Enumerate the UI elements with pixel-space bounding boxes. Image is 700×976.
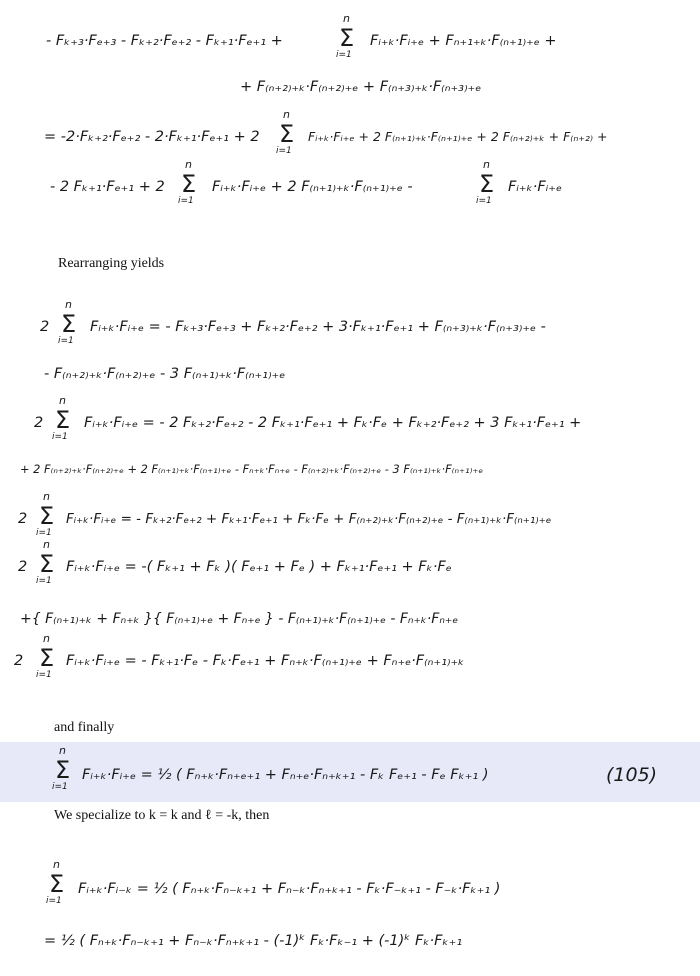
equation-line-11: +{ F₍ₙ₊₁₎₊ₖ + Fₙ₊ₖ }{ F₍ₙ₊₁₎₊ₑ + Fₙ₊ₑ } - F₍ₙ₊₁₎₊ₖ·F₍ₙ₊₁₎₊ₑ - Fₙ₊ₖ·Fₙ₊ₑ [20,611,459,627]
equation-number-105: (105) [606,764,658,786]
equation-line-2: + F₍ₙ₊₂₎₊ₖ·F₍ₙ₊₂₎₊ₑ + F₍ₙ₊₃₎₊ₖ·F₍ₙ₊₃₎₊ₑ [240,79,482,95]
equation-line-4c: Fᵢ₊ₖ·Fᵢ₊ₑ [508,179,562,195]
equation-line-5a: 2 [40,319,50,335]
equation-line-3a: = -2·Fₖ₊₂·Fₑ₊₂ - 2·Fₖ₊₁·Fₑ₊₁ + 2 [44,129,260,145]
equation-line-1b: Fᵢ₊ₖ·Fᵢ₊ₑ + Fₙ₊₁₊ₖ·F₍ₙ₊₁₎₊ₑ + [370,33,557,49]
equation-line-14: Fᵢ₊ₖ·Fᵢ₋ₖ = ½ ( Fₙ₊ₖ·Fₙ₋ₖ₊₁ + Fₙ₋ₖ·Fₙ₊ₖ₊₁ - Fₖ·F₋ₖ₊₁ - F₋ₖ·Fₖ₊₁ ) [78,881,501,897]
equation-line-9b: Fᵢ₊ₖ·Fᵢ₊ₑ = - Fₖ₊₂·Fₑ₊₂ + Fₖ₊₁·Fₑ₊₁ + Fₖ·Fₑ + F₍ₙ₊₂₎₊ₖ·F₍ₙ₊₂₎₊ₑ - F₍ₙ₊₁₎₊ₖ·F₍ₙ₊₁₎₊ₑ [66,511,552,527]
equation-line-9a: 2 [18,511,28,527]
document-page: - Fₖ₊₃·Fₑ₊₃ - Fₖ₊₂·Fₑ₊₂ - Fₖ₊₁·Fₑ₊₁ + n Σ i=1 Fᵢ₊ₖ·Fᵢ₊ₑ + Fₙ₊₁₊ₖ·F₍ₙ₊₁₎₊ₑ + + F₍ₙ₊₂₎₊ₖ·F₍ₙ₊₂₎₊ₑ + F₍ₙ₊₃₎₊ₖ·F₍ₙ₊₃₎₊ₑ = -2·Fₖ₊₂·Fₑ₊₂ - 2·Fₖ₊₁·Fₑ₊₁ + 2 n Σ i=1 Fᵢ₊ₖ·Fᵢ₊ₑ + 2 F₍ₙ₊₁₎₊ₖ·F₍ₙ₊₁₎₊ₑ + 2 F₍ₙ₊₂₎₊ₖ + F₍ₙ₊₂₎ + - 2 Fₖ₊₁·Fₑ₊₁ + 2 n Σ i=1 Fᵢ₊ₖ·Fᵢ₊ₑ + 2 F₍ₙ₊₁₎₊ₖ·F₍ₙ₊₁₎₊ₑ - n Σ i=1 Fᵢ₊ₖ·Fᵢ₊ₑ Rearranging yields 2 n Σ i=1 Fᵢ₊ₖ·Fᵢ₊ₑ = - Fₖ₊₃·Fₑ₊₃ + Fₖ₊₂·Fₑ₊₂ + 3·Fₖ₊₁·Fₑ₊₁ + F₍ₙ₊₃₎₊ₖ·F₍ₙ₊₃₎₊ₑ - - F₍ₙ₊₂₎₊ₖ·F₍ₙ₊₂₎₊ₑ - 3 F₍ₙ₊₁₎₊ₖ·F₍ₙ₊₁₎₊ₑ 2 n Σ i=1 Fᵢ₊ₖ·Fᵢ₊ₑ = - 2 Fₖ₊₂·Fₑ₊₂ - 2 Fₖ₊₁·Fₑ₊₁ + Fₖ·Fₑ + Fₖ₊₂·Fₑ₊₂ + 3 Fₖ₊₁·Fₑ₊₁ + + 2 F₍ₙ₊₂₎₊ₖ·F₍ₙ₊₂₎₊ₑ + 2 F₍ₙ₊₁₎₊ₖ·F₍ₙ₊₁₎₊ₑ - Fₙ₊ₖ·Fₙ₊ₑ - F₍ₙ₊₂₎₊ₖ·F₍ₙ₊₂₎₊ₑ - 3 F₍ₙ₊₁₎₊ₖ·F₍ₙ₊₁₎₊ₑ 2 n Σ i=1 Fᵢ₊ₖ·Fᵢ₊ₑ = - Fₖ₊₂·Fₑ₊₂ + Fₖ₊₁·Fₑ₊₁ + Fₖ·Fₑ + F₍ₙ₊₂₎₊ₖ·F₍ₙ₊₂₎₊ₑ - F₍ₙ₊₁₎₊ₖ·F₍ₙ₊₁₎₊ₑ 2 n Σ i=1 Fᵢ₊ₖ·Fᵢ₊ₑ = -( Fₖ₊₁ + Fₖ )( Fₑ₊₁ + Fₑ ) + Fₖ₊₁·Fₑ₊₁ + Fₖ·Fₑ +{ F₍ₙ₊₁₎₊ₖ + Fₙ₊ₖ }{ F₍ₙ₊₁₎₊ₑ + Fₙ₊ₑ } - F₍ₙ₊₁₎₊ₖ·F₍ₙ₊₁₎₊ₑ - Fₙ₊ₖ·Fₙ₊ₑ 2 n Σ i=1 Fᵢ₊ₖ·Fᵢ₊ₑ = - Fₖ₊₁·Fₑ - Fₖ·Fₑ₊₁ + Fₙ₊ₖ·F₍ₙ₊₁₎₊ₑ + Fₙ₊ₑ·F₍ₙ₊₁₎₊ₖ and finally n Σ i=1 Fᵢ₊ₖ·Fᵢ₊ₑ = ½ ( Fₙ₊ₖ·Fₙ₊ₑ₊₁ + Fₙ₊ₑ·Fₙ₊ₖ₊₁ - Fₖ Fₑ₊₁ - Fₑ Fₖ₊₁ ) (105) We specialize to k = k and ℓ = -k, then n Σ i=1 Fᵢ₊ₖ·Fᵢ₋ₖ = ½ ( Fₙ₊ₖ·Fₙ₋ₖ₊₁ + Fₙ₋ₖ·Fₙ₊ₖ₊₁ - Fₖ·F₋ₖ₊₁ - F₋ₖ·Fₖ₊₁ ) = ½ ( Fₙ₊ₖ·Fₙ₋ₖ₊₁ + Fₙ₋ₖ·Fₙ₊ₖ₊₁ - (-1)ᵏ Fₖ·Fₖ₋₁ + (-1)ᵏ Fₖ·Fₖ₊₁ [0,0,700,976]
equation-line-12b: Fᵢ₊ₖ·Fᵢ₊ₑ = - Fₖ₊₁·Fₑ - Fₖ·Fₑ₊₁ + Fₙ₊ₖ·F₍ₙ₊₁₎₊ₑ + Fₙ₊ₑ·F₍ₙ₊₁₎₊ₖ [66,653,465,669]
equation-line-7b: Fᵢ₊ₖ·Fᵢ₊ₑ = - 2 Fₖ₊₂·Fₑ₊₂ - 2 Fₖ₊₁·Fₑ₊₁ + Fₖ·Fₑ + Fₖ₊₂·Fₑ₊₂ + 3 Fₖ₊₁·Fₑ₊₁ + [84,415,582,431]
equation-line-5b: Fᵢ₊ₖ·Fᵢ₊ₑ = - Fₖ₊₃·Fₑ₊₃ + Fₖ₊₂·Fₑ₊₂ + 3·Fₖ₊₁·Fₑ₊₁ + F₍ₙ₊₃₎₊ₖ·F₍ₙ₊₃₎₊ₑ - [90,319,546,335]
equation-line-12a: 2 [14,653,24,669]
equation-line-3b: Fᵢ₊ₖ·Fᵢ₊ₑ + 2 F₍ₙ₊₁₎₊ₖ·F₍ₙ₊₁₎₊ₑ + 2 F₍ₙ₊₂₎₊ₖ + F₍ₙ₊₂₎ + [308,129,608,144]
equation-line-10b: Fᵢ₊ₖ·Fᵢ₊ₑ = -( Fₖ₊₁ + Fₖ )( Fₑ₊₁ + Fₑ ) + Fₖ₊₁·Fₑ₊₁ + Fₖ·Fₑ [66,559,452,575]
text-and-finally: and finally [54,720,115,735]
equation-line-15: = ½ ( Fₙ₊ₖ·Fₙ₋ₖ₊₁ + Fₙ₋ₖ·Fₙ₊ₖ₊₁ - (-1)ᵏ Fₖ·Fₖ₋₁ + (-1)ᵏ Fₖ·Fₖ₊₁ [44,933,463,949]
equation-line-4b: Fᵢ₊ₖ·Fᵢ₊ₑ + 2 F₍ₙ₊₁₎₊ₖ·F₍ₙ₊₁₎₊ₑ - [212,179,413,195]
equation-line-1: - Fₖ₊₃·Fₑ₊₃ - Fₖ₊₂·Fₑ₊₂ - Fₖ₊₁·Fₑ₊₁ + [46,33,283,49]
equation-line-10a: 2 [18,559,28,575]
text-we-specialize: We specialize to k = k and ℓ = -k, then [54,808,270,823]
text-rearranging-yields: Rearranging yields [58,256,165,271]
equation-line-4a: - 2 Fₖ₊₁·Fₑ₊₁ + 2 [50,179,165,195]
equation-line-8: + 2 F₍ₙ₊₂₎₊ₖ·F₍ₙ₊₂₎₊ₑ + 2 F₍ₙ₊₁₎₊ₖ·F₍ₙ₊₁₎₊ₑ - Fₙ₊ₖ·Fₙ₊ₑ - F₍ₙ₊₂₎₊ₖ·F₍ₙ₊₂₎₊ₑ - 3 F₍ₙ₊₁₎₊ₖ·F₍ₙ₊₁₎₊ₑ [20,462,484,476]
equation-line-6: - F₍ₙ₊₂₎₊ₖ·F₍ₙ₊₂₎₊ₑ - 3 F₍ₙ₊₁₎₊ₖ·F₍ₙ₊₁₎₊ₑ [44,366,286,382]
equation-line-7a: 2 [34,415,44,431]
equation-line-13: Fᵢ₊ₖ·Fᵢ₊ₑ = ½ ( Fₙ₊ₖ·Fₙ₊ₑ₊₁ + Fₙ₊ₑ·Fₙ₊ₖ₊₁ - Fₖ Fₑ₊₁ - Fₑ Fₖ₊₁ ) [82,767,489,783]
